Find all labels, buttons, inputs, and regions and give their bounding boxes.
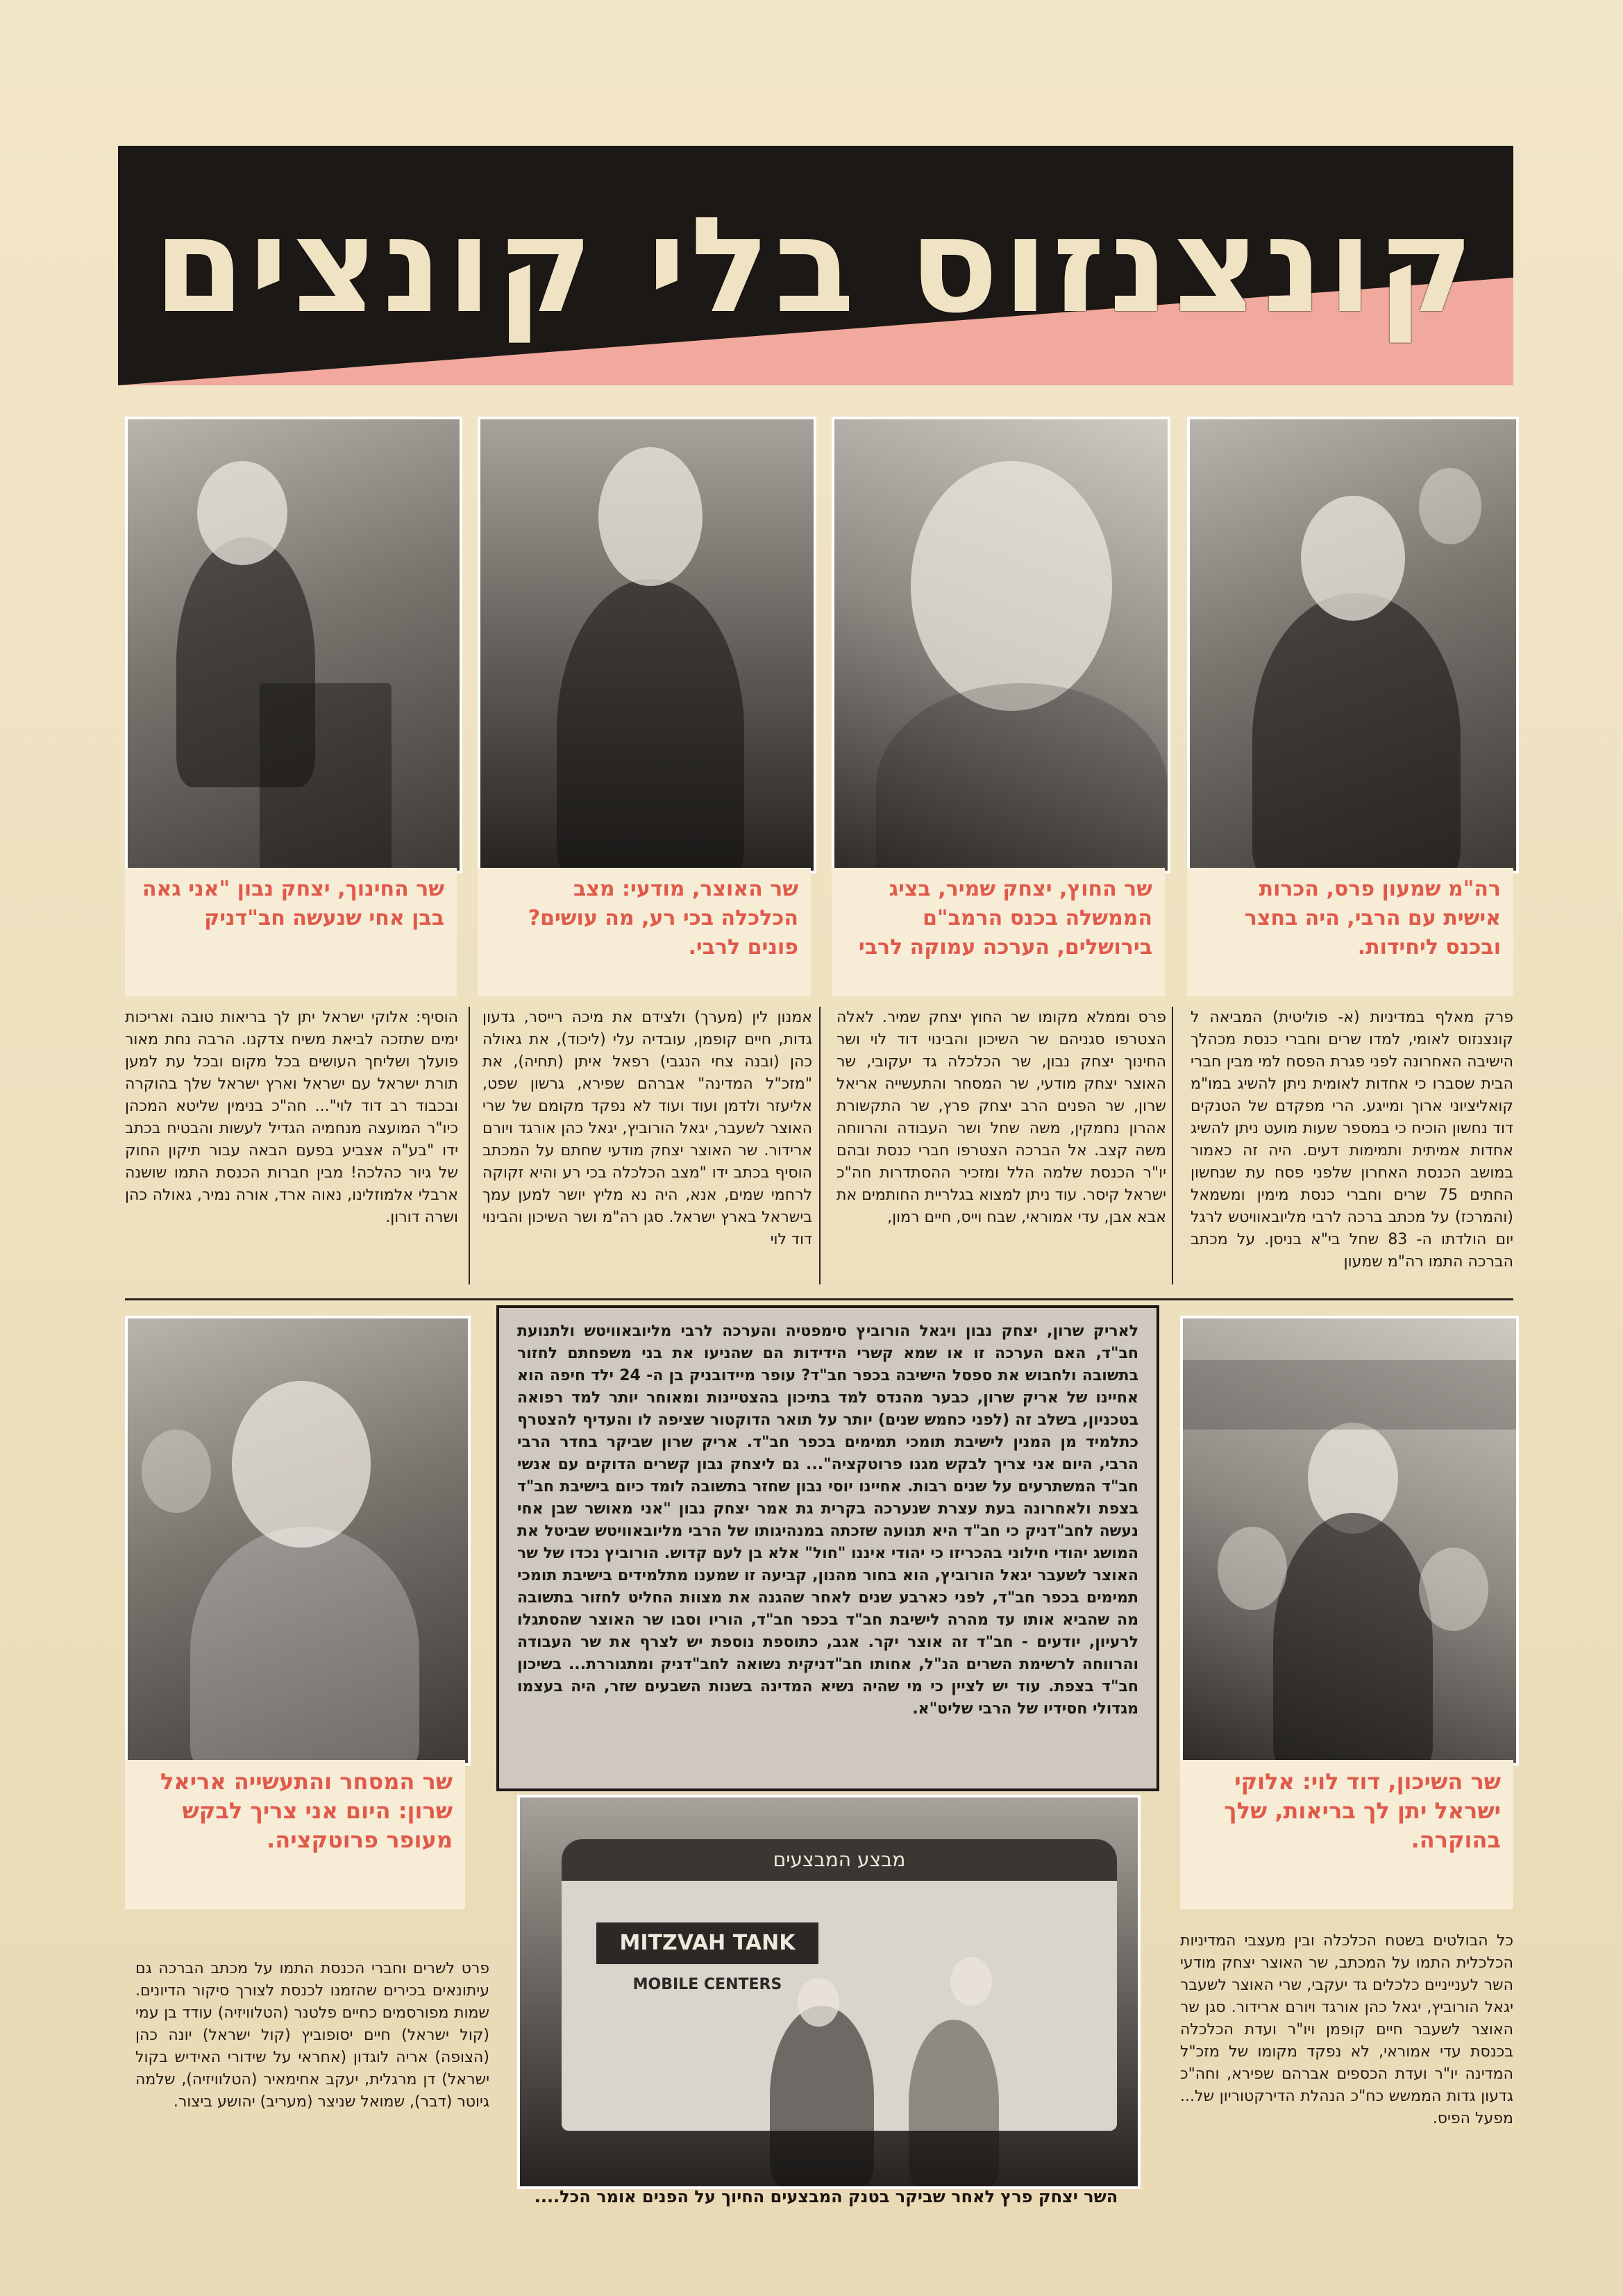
caption-shamir: שר החוץ, יצחק שמיר, בציג הממשלה בכנס הרמב"ם בירושלים, הערכה עמוקה לרבי (832, 868, 1165, 996)
caption-modai: שר האוצר, מודעי: מצב הכלכלה בכי רע, מה עושים? פונים לרבי. (478, 868, 811, 996)
tank-banner: MITZVAH TANK (596, 1922, 818, 1964)
photo-modai (478, 417, 816, 873)
article-bottom-right: כל הבולטים בשטח הכלכלה ובין מעצבי המדיניות הכלכלית התמו על המכתב, שר האוצר יצחק מודעי השר לענייניים כלכלים גד יעקבי, שרי האוצר לשעבר יגאל הורוביץ, יגאל כהן אורגד ויורם ארידור. סגן שר האוצר לשעבר חיים קופמן ויו"ר ועדת הכלכלה בכנסת עדי אמוראי, לא נפקד מקומו של מזכ"ל המדינה יו"ר ועדת הכספים אברהם שפירא, וחה"כ גדעון גדות הממשש כח"כ הנהלת הדירקטוריון של... מפעל הפיס. (1180, 1932, 1513, 2127)
caption-sharon: שר המסחר והתעשייה אריאל שרון: היום אני צריך לבקש מעופר פרוטקציה. (125, 1760, 465, 1909)
article-column-2: פרס וממלא מקומו שר החוץ יצחק שמיר. לאלה הצטרפו סגניהם שר השיכון והבינוי דוד לוי ושר החינוך יצחק נבון, שר הכלכלה גד יעקובי, שר האוצר יצחק מודעי, שר המסחר והתעשייה אריאל שרון, שר הפנים הרב יצחק פרץ, שר התקשורת אהרון נחמקין, משה שחל ושר העבודה והרווחה משה קצב. אל הברכה הצטרפו חברי כנסת ובהם יו"ר הכנסת שלמה הלל ומזכיר ההסתדרות חה"כ ישראל קיסר. עוד ניתן למצוא בגלריית החותמים את אבא אבן, עדי אמוראי, שבח וייס, חיים רמון, (836, 1009, 1166, 1226)
headline: קונצנזוס בלי קונצים (153, 189, 1479, 342)
column-rule (469, 1007, 470, 1284)
caption-navon: שר החינוך, יצחק נבון "אני גאה בבן אחי שנעשה חב"דניק (125, 868, 457, 996)
article-column-3: אמנון לין (מערך) ולצידם את מיכה רייסר, גדעון גדות, חיים קופמן, עובדיה עלי (ליכוד), את גאולה כהן (ובנה צחי הנגבי) רפאל איתן (תחיה), את "מזכ"ל המדינה" אברהם שפירא, גרשון שפט, אליעזר ולדמן ועוד ועוד לא נפקד מקומם של שרי האוצר לשעבר, יגאל הורוביץ, יגאל כהן אורגד ויורם ארידור. שר האוצר יצחק מודעי שחתם על המכתב הוסיף בכתב ידו "מצב הכלכלה בכי רע והיא זקוקה לרחמי שמים, אנא, היה נא מליץ יושר למען עמך בישראל בארץ ישראל. סגן רה"מ ושר השיכון והבינוי דוד לוי (482, 1009, 812, 1248)
tank-lower-text: MOBILE CENTERS (632, 1976, 782, 1993)
photo-sharon (125, 1316, 471, 1766)
article-column-1: פרק מאלף במדיניות (א- פוליטית) המביאה ל קונצנזוס לאומי, למדו שרים וחברי כנסת מכהלך הישיבה האחרונה לפני פגרת הפסח למי מבין חברי הבית שסברו כי אחדות לאומית ניתן להשיג במו"מ קואליציוני ארוך ומייגע. הרי מפקדם של הטנקים דוד נחשון הוכיח כי במספר שעות מועט ניתן להשיג אחדות אמיתית ותמימות דעים. היה זה כאמור במושב הכנסת האחרון שלפני פסח עת שנחשון החתים 75 שרים וחברי כנסת מימין ומשמאל (והמרכז) על מכתב ברכה לרבי מליובאוויטש לרגל יום הולדתו ה- 83 שחל בי"א בניסן. על מכתב הברכה התמו רה"מ שמעון (1191, 1009, 1513, 1271)
photo-peres (1187, 417, 1519, 873)
article-column-4: הוסיף: אלוקי ישראל יתן לך בריאות טובה ואריכות ימים שתזכה לביאת משיח צדקנו. הרבה נחת מאור פועלך ושליחך העושים בכל מקום ובכל עת למען תורת ישראל עם ישראל וארץ ישראל שלך בהוקרה ובכבוד רב דוד לוי"... חה"כ בנימין שליטא המכהן כיו"ר המועצה מנחמיה הגדיל לעשות והבטיח בכתב ידו "בע"ה אצביע בפעם הבאה עבור תיקון החוק של גיור כהלכה! מבין חברות הכנסת התמו שושנה ארבלי אלמוזלינו, נאוה ארד, אורה נמיר, גאולה כהן ושרה דורון. (125, 1009, 458, 1226)
caption-mitzvah-tank: השר יצחק פרץ לאחר שביקר בטנק המבצעים החיוך על הפנים אומר הכל.... (534, 2187, 1118, 2206)
column-rule (1172, 1007, 1173, 1284)
headline-banner (118, 146, 1513, 385)
tank-sign: מבצע המבצעים (562, 1839, 1117, 1881)
photo-mitzvah-tank (517, 1795, 1141, 2189)
caption-levy: שר השיכון, דוד לוי: אלוקי ישראל יתן לך בריאות, שלך בהוקרה. (1180, 1760, 1513, 1909)
caption-peres: רה"מ שמעון פרס, הכרות אישית עם הרבי, היה בחצר ובכנס ליחידות. (1187, 868, 1513, 996)
column-rule (819, 1007, 821, 1284)
article-bottom-left: פרט לשרים וחברי הכנסת התמו על מכתב הברכה גם עיתונאים בכירים שהזמנו לכנסת לצורך סיקור הדיונים. שמות מפורסמים כחיים פלטנר (הטלוויזיה) עודד בן עמי (קול ישראל) חיים יסופוביץ (קול ישראל) יונה כהן (הצופה) אריה לוגדון (אחראי על שידורי האידיש בקול ישראל) דן מרגלית, יעקב אחימאיר (הטלוויזיה), שלמה גיוטר (דבר), שמואל שניצר (מעריב) יהושע ביצור. (135, 1960, 489, 2111)
sidebar-box: לאריק שרון, יצחק נבון ויגאל הורוביץ סימפטיה והערכה לרבי מליובאוויטש ולתנועת חב"ד, האם הערכה זו או שמא קשרי הידידות הם שהניעו את בני משפחתם לחזור בתשובה ולחבוש את ספסל הישיבה בכפר חב"ד? עופר מיידובניק בן ה- 24 ילד חיפה הוא אחיינו של אריק שרון, כבער מהנדס למד בתיכון בהצטיינות ומאוחר יותר למד רפואה בטכניון, בשלב זה (לפני כחמש שנים) יותר על תואר הדוקטור שציפה לו והעדיף להצטרף כתלמיד מן המנין לישיבת תומכי תמימים בכפר חב"ד. אריק שרון שביקר בחדר הרבי הרבי, היום אני צריך לבקש מגנו פרוטקציה"... גם ליצחק נבון קשרים הדוקים עם אנשי חב"ד המשתרעים על שנים רבות. אחיינו יוסי נבון שחזר בתשובה לומד כיום בישיבת חב"ד בצפת ולאחרונה בעת עצרת שנערכה בקרית גת אמר יצחק נבון "אני מאושר שבן אחי נעשה לחב"דניק כי חב"ד היא תנועה שזכתה במנהיגותו של הרבי מליובאוויטש שביטל את המושג יהודי חילוני בהכריזו כי יהודי איננו "חול" אלא בן לעם קדוש. הורוביץ נכדו של שר האוצר לשעבר יגאל הורוביץ, הוא בחור מהנון, קביעה זו שמענו מתלמידים בישיבת תומכי תמימים בכפר חב"ד, לפני כארבע שנים לאחר שהגנה את מצוות החליט לחזור בתשובה מה שהביא אותו עד מהרה לישיבת חב"ד בכפר חב"ד, הוריו וסבו שר האוצר שהסתגלו לרעיון, יודעים - חב"ד זה אוצר יקר. אגב, כתוספת נוספת יש לצרף את שר העבודה והרווחה לרשימת השרים הנ"ל, אחותו חב"דניקית נשואה לחב"דניק ומתגוררת... בשיכון חב"ד בצפת. עוד יש לציין כי מי שהיה נשיא המדינה בשנות השבעים שזר, היה בעצמו מגדולי חסידיו של הרבי שליט"א. (496, 1305, 1159, 1791)
photo-levy (1180, 1316, 1519, 1766)
photo-shamir (832, 417, 1170, 873)
divider (125, 1298, 1513, 1300)
photo-navon (125, 417, 462, 873)
